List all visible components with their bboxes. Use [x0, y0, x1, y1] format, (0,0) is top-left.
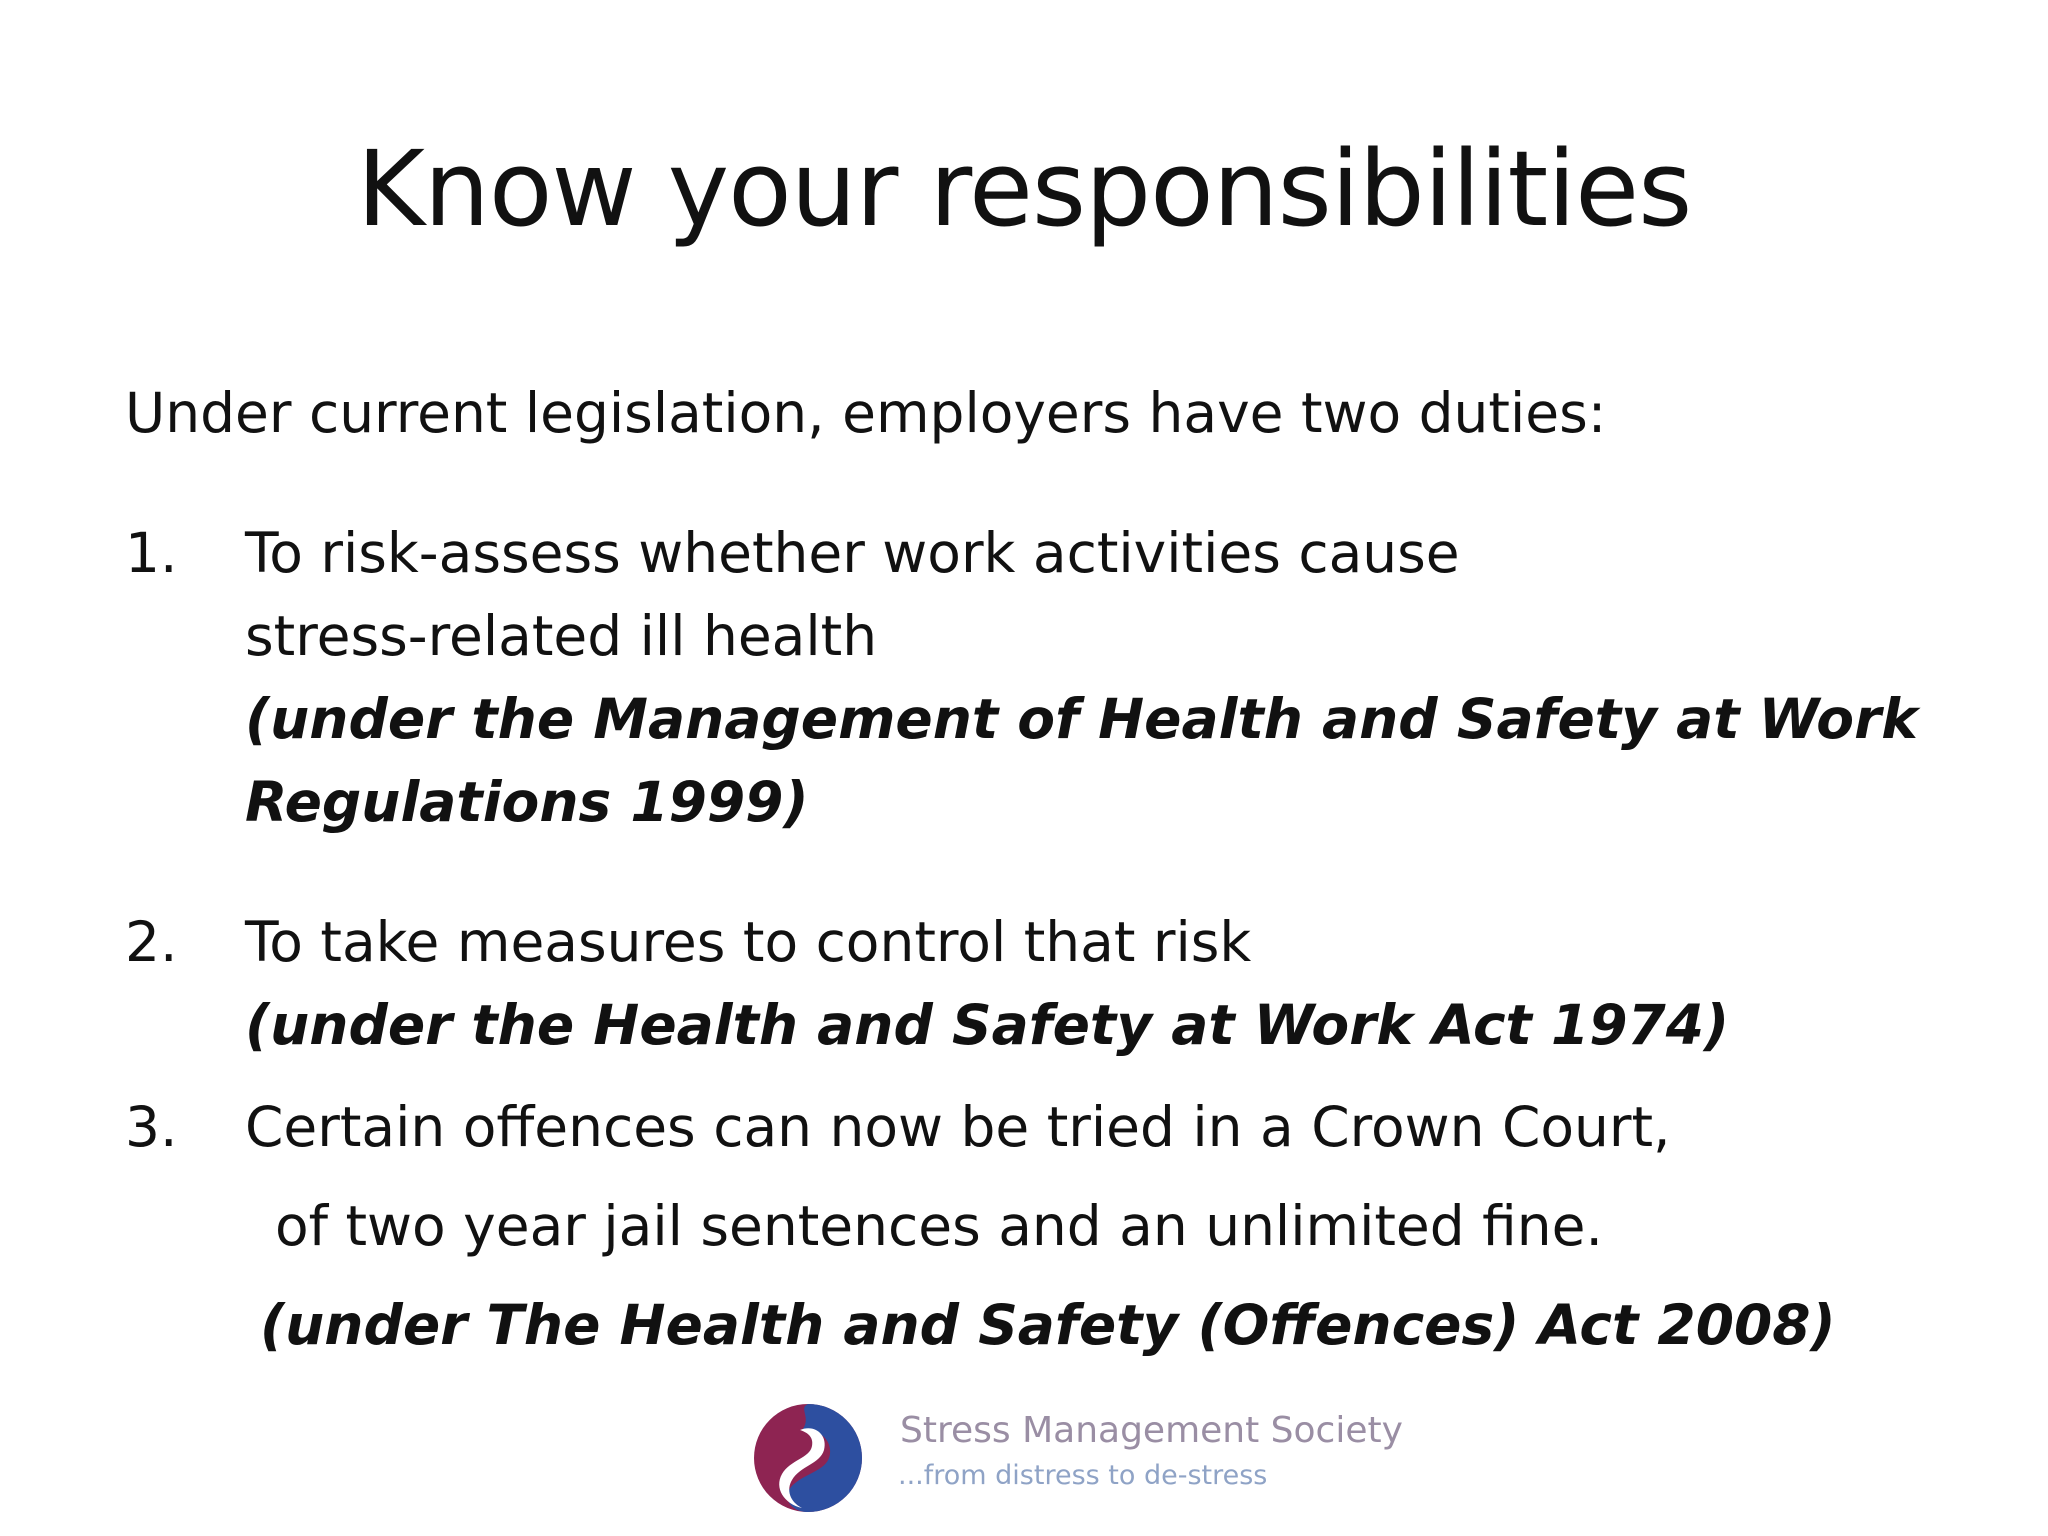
list-item-1-source-line-2: Regulations 1999) [245, 770, 809, 834]
list-item-3-line-1: Certain offences can now be tried in a Crown Court, [245, 1095, 1671, 1159]
list-item-1-line-2: stress-related ill health [245, 604, 878, 668]
list-item-2-source-line-1: (under the Health and Safety at Work Act 1974) [245, 993, 1730, 1057]
list-item-3-number: 3. [125, 1095, 178, 1159]
stress-management-society-logo [750, 1400, 1403, 1516]
list-item-3-source-line-1: (under The Health and Safety (Offences) Act 2008) [260, 1293, 1836, 1357]
intro-text: Under current legislation, employers have two duties: [125, 381, 1607, 445]
logo-tagline: ...from distress to de-stress [898, 1460, 1268, 1491]
slide-title: Know your responsibilities [356, 128, 1692, 250]
stress-management-society-logo-icon [750, 1400, 866, 1516]
list-item-1-source-line-1: (under the Management of Health and Safety at Work [245, 687, 1918, 751]
list-item-1-line-1: To risk-assess whether work activities cause [245, 521, 1460, 585]
list-item-2-line-1: To take measures to control that risk [245, 910, 1252, 974]
logo-name: Stress Management Society [900, 1410, 1403, 1451]
list-item-1-number: 1. [125, 521, 178, 585]
list-item-2-number: 2. [125, 910, 178, 974]
list-item-3-line-2: of two year jail sentences and an unlimited fine. [275, 1194, 1603, 1258]
